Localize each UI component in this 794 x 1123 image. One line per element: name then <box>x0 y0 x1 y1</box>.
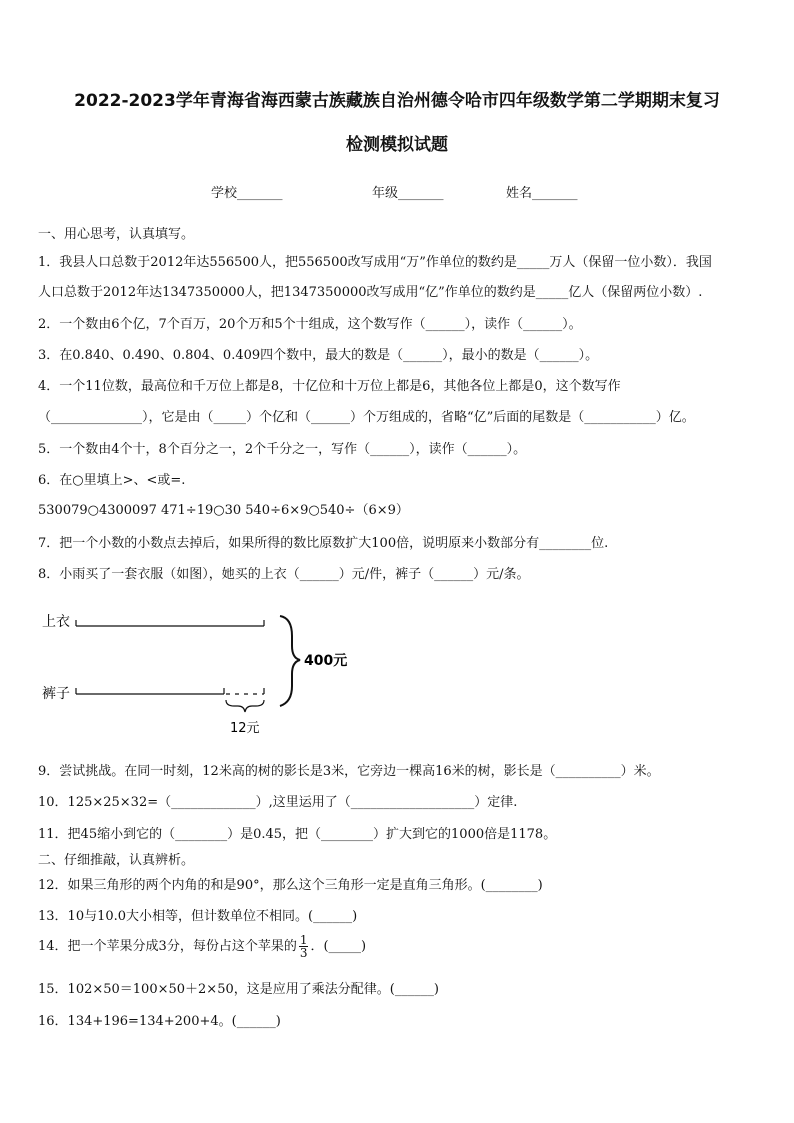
question-1-line-1: 1．我县人口总数于2012年达556500人，把556500改写成用“万”作单位的数约是_____万人（保留一位小数）．我国 <box>38 255 712 270</box>
section-2-heading: 二、仔细推敲，认真辨析。 <box>38 853 195 868</box>
total-label: 400元 <box>304 653 348 669</box>
question-4-line-2: （______________），它是由（_____）个亿和（______）个万组成的，省略“亿”后面的尾数是（___________）亿。 <box>38 410 695 425</box>
question-7: 7．把一个小数的小数点去掉后，如果所得的数比原数扩大100倍，说明原来小数部分有________位. <box>38 536 609 551</box>
pants-label: 裤子 <box>42 686 70 702</box>
question-14 <box>38 934 366 959</box>
section-1-heading: 一、用心思考，认真填写。 <box>38 227 195 242</box>
total-brace <box>280 616 300 706</box>
title-line-1: 2022-2023学年青海省海西蒙古族藏族自治州德令哈市四年级数学第二学期期末复习 <box>74 91 720 111</box>
question-11: 11．把45缩小到它的（________）是0.45，把（________）扩大到它的1000倍是1178。 <box>38 827 557 842</box>
question-14-answer: ．(_____) <box>310 939 367 954</box>
fraction-denominator: 3 <box>299 946 308 960</box>
question-10: 10．125×25×32=（_____________）,这里运用了（___________________）定律. <box>38 795 518 810</box>
question-4-line-1: 4．一个11位数，最高位和千万位上都是8，十亿位和十万位上都是6，其他各位上都是0，这个数写作 <box>38 379 621 394</box>
name-field: 姓名_______ <box>506 186 578 201</box>
question-3: 3．在0.840、0.490、0.804、0.409四个数中，最大的数是（______），最小的数是（______）。 <box>38 348 599 363</box>
question-8: 8．小雨买了一套衣服（如图），她买的上衣（______）元/件，裤子（______）元/条。 <box>38 567 530 582</box>
question-14-text: 14．把一个苹果分成3分，每份占这个苹果的 <box>38 939 297 954</box>
question-6-items: 530079○4300097 471÷19○30 540÷6×9○540÷（6×9） <box>38 503 409 518</box>
question-13: 13．10与10.0大小相等，但计数单位不相同。(______) <box>38 909 358 924</box>
clothes-diagram <box>38 606 348 746</box>
question-1-line-2: 人口总数于2012年达1347350000人，把1347350000改写成用“亿”作单位的数约是_____亿人（保留两位小数）. <box>38 285 703 300</box>
one-third-fraction <box>299 934 309 959</box>
question-15: 15．102×50＝100×50＋2×50，这是应用了乘法分配律。(______) <box>38 982 439 997</box>
question-5: 5．一个数由4个十，8个百分之一，2个千分之一，写作（______），读作（______）。 <box>38 442 527 457</box>
grade-field: 年级_______ <box>372 186 444 201</box>
difference-brace <box>226 700 264 712</box>
school-field: 学校_______ <box>211 186 283 201</box>
fraction-numerator: 1 <box>299 933 308 947</box>
question-9: 9．尝试挑战。在同一时刻，12米高的树的影长是3米，它旁边一棵高16米的树，影长是（__________）米。 <box>38 764 660 779</box>
shirt-label: 上衣 <box>42 614 70 630</box>
question-2: 2．一个数由6个亿，7个百万，20个万和5个十组成，这个数写作（______），读作（______）。 <box>38 317 582 332</box>
question-12: 12．如果三角形的两个内角的和是90°，那么这个三角形一定是直角三角形。(________) <box>38 878 543 893</box>
question-6: 6．在○里填上>、<或=. <box>38 473 186 488</box>
question-16: 16．134+196=134+200+4。(______) <box>38 1014 281 1029</box>
title-line-2: 检测模拟试题 <box>346 135 448 155</box>
difference-label: 12元 <box>230 721 260 736</box>
